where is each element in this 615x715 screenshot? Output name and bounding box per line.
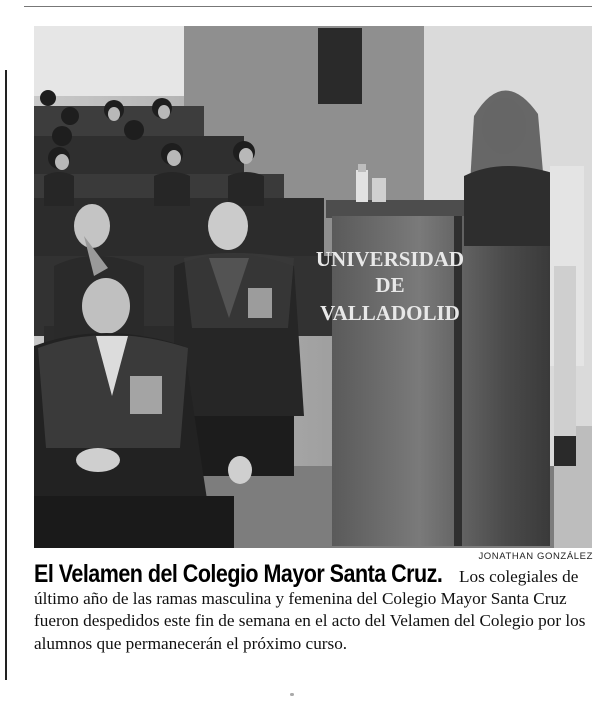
caption-text — [34, 560, 594, 655]
water-bottle — [356, 170, 368, 202]
photo-illustration — [34, 26, 592, 548]
podium-text-line1: UNIVERSIDAD — [315, 247, 465, 271]
top-border-line — [24, 6, 592, 7]
left-column-rule — [5, 70, 7, 680]
headline: El Velamen del Colegio Mayor Santa Cruz. — [34, 560, 443, 588]
caption-body: Los colegiales de último año de las ramas masculina y femenina del Colegio Mayor Santa Cruz fueron despedidos este fin de semana en el acto del Velamen del Colegio por los alumnos que permanecerán el próximo curso. — [34, 567, 586, 653]
wall-speaker — [318, 28, 362, 104]
photo-credit: JONATHAN GONZÁLEZ — [478, 551, 593, 562]
print-speck — [290, 693, 294, 696]
event-photo — [34, 26, 592, 548]
college-crest — [130, 376, 162, 414]
podium-text-line2: DE — [375, 273, 405, 297]
podium-text-line3: VALLADOLID — [320, 301, 460, 325]
